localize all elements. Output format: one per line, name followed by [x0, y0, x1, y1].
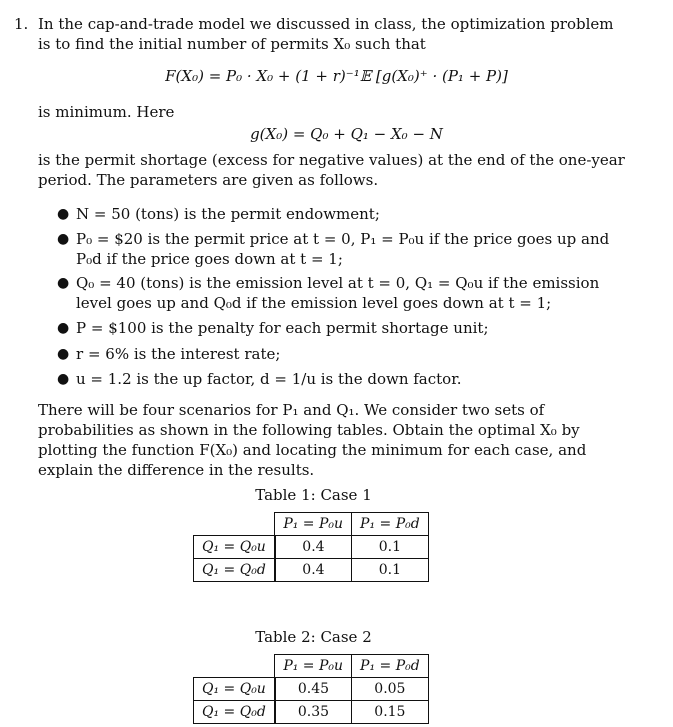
- table-cell: 0.1: [352, 559, 429, 582]
- bullet-marker: ●: [57, 320, 70, 336]
- table-caption: Table 1: Case 1: [255, 486, 372, 504]
- bullet-item: u = 1.2 is the up factor, d = 1/u is the down factor.: [76, 370, 462, 388]
- bullet-item: P₀ = $20 is the permit price at t = 0, P₁ = P₀u if the price goes up and P₀d if the price goes down at t = 1;: [76, 230, 610, 268]
- table-col-header: P₁ = P₀d: [352, 513, 429, 536]
- table-corner: [194, 513, 275, 536]
- probability-table: [193, 512, 429, 582]
- bullet-marker: ●: [57, 371, 70, 387]
- table-col-header: P₁ = P₀u: [275, 655, 352, 678]
- equation-shortage: g(X₀) = Q₀ + Q₁ − X₀ − N: [250, 125, 443, 143]
- bullet-marker: ●: [57, 275, 70, 291]
- table-cell: 0.4: [302, 539, 325, 555]
- bullet-item: Q₀ = 40 (tons) is the emission level at t = 0, Q₁ = Q₀u if the emission level goes up and Q₀d if the emission level goes down at t = 1;: [76, 274, 600, 312]
- table-cell: 0.05: [352, 678, 429, 701]
- table-row-header: Q₁ = Q₀u: [194, 678, 275, 701]
- probability-table: [193, 654, 429, 724]
- table-col-header: P₁ = P₀d: [352, 655, 429, 678]
- table-cell: 0.1: [352, 536, 429, 559]
- bullet-item: r = 6% is the interest rate;: [76, 345, 281, 363]
- is-minimum-text: is minimum. Here: [38, 103, 175, 121]
- table-cell: 0.15: [352, 701, 429, 724]
- table-row-header: Q₁ = Q₀d: [194, 701, 275, 724]
- table-row-header: Q₁ = Q₀u: [194, 536, 275, 559]
- table-cell: 0.4: [275, 559, 352, 582]
- scenarios-text: There will be four scenarios for P₁ and Q₁. We consider two sets of probabilities as shown in the following tables. Obtain the optimal X₀ by plotting the function F(X₀) and locating the minimum for each case, and explain the difference in the results.: [38, 401, 587, 479]
- bullet-item: P = $100 is the penalty for each permit shortage unit;: [76, 319, 489, 337]
- table-caption: Table 2: Case 2: [255, 628, 372, 646]
- bullet-item: N = 50 (tons) is the permit endowment;: [76, 205, 380, 223]
- bullet-marker: ●: [57, 231, 70, 247]
- table-row-header: Q₁ = Q₀d: [194, 559, 275, 582]
- table-corner: [194, 655, 275, 678]
- problem-number: 1.: [14, 15, 29, 33]
- bullet-marker: ●: [57, 206, 70, 222]
- table-cell: 0.35: [275, 701, 352, 724]
- equation-objective: F(X₀) = P₀ · X₀ + (1 + r)⁻¹𝔼 [g(X₀)⁺ · (P₁ + P)]: [165, 67, 508, 85]
- shortage-text: is the permit shortage (excess for negative values) at the end of the one-year period. The parameters are given as follows.: [38, 151, 625, 189]
- table-cell: 0.45: [297, 681, 330, 697]
- intro-text: In the cap-and-trade model we discussed in class, the optimization problem is to find the initial number of permits X₀ such that: [38, 15, 614, 53]
- table-col-header: P₁ = P₀u: [275, 513, 352, 536]
- bullet-marker: ●: [57, 346, 70, 362]
